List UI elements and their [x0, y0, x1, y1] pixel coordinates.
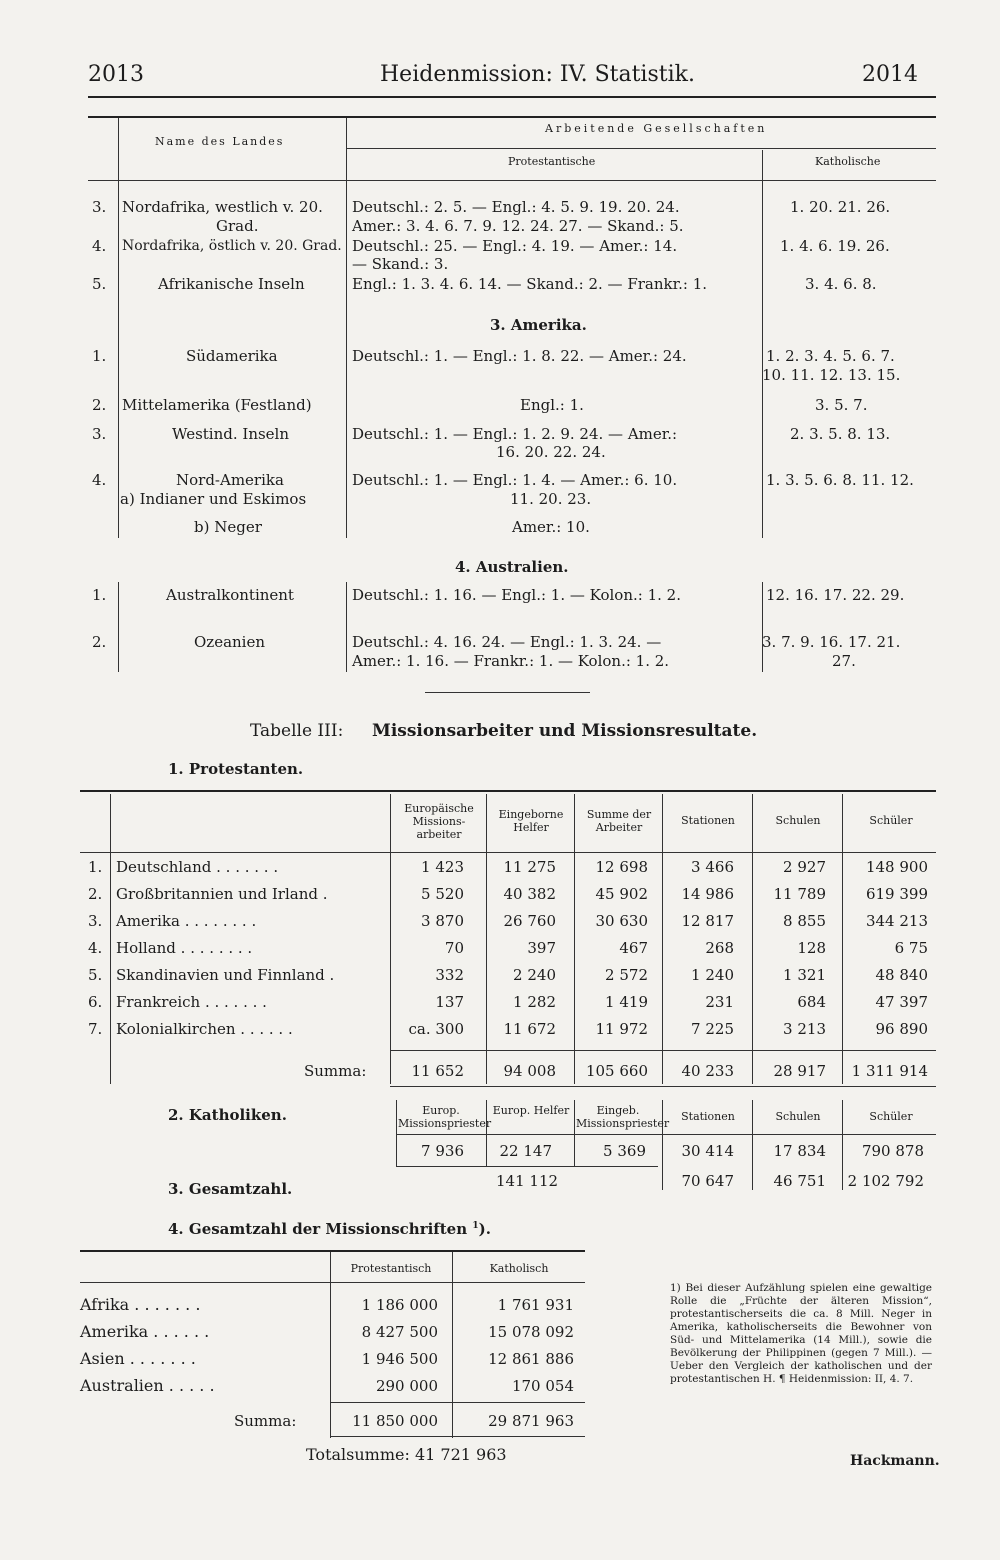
row-prot: Deutschl.: 2. 5. — Engl.: 4. 5. 9. 19. 20. 24. [352, 198, 680, 216]
table3-title-prefix: Tabelle III: [250, 721, 344, 741]
row-prot: Deutschl.: 1. — Engl.: 1. 8. 22. — Amer.: 24. [352, 347, 687, 365]
row-kath: 1. 20. 21. 26. [790, 198, 891, 216]
table4-divider [452, 1252, 453, 1438]
table-cell: 128 [797, 939, 826, 957]
table-row-number: 1. [88, 858, 103, 876]
table1-divider [118, 582, 119, 672]
kath-header-stationen: Stationen [681, 1110, 735, 1123]
table4-bottom-rule [330, 1436, 585, 1437]
table1-divider [118, 118, 119, 538]
table3-title: Missionsarbeiter und Missionsresultate. [372, 721, 758, 741]
col-header-katholische: Katholische [815, 155, 881, 168]
table-cell: 1 423 [421, 858, 464, 876]
col-header-schulen: Schulen [775, 814, 821, 827]
col-header-eingeborne-helfer: Eingeborne Helfer [498, 808, 564, 834]
subheading-gesamtzahl: 3. Gesamtzahl. [168, 1180, 293, 1198]
table-cell: 2 572 [605, 966, 648, 984]
table-row-number: 2. [88, 885, 103, 903]
col-header-arbeitende: Arbeitende Gesellschaften [545, 122, 768, 135]
row-land-cont: a) Indianer und Eskimos [120, 490, 307, 508]
summa-value: 40 233 [681, 1062, 734, 1080]
row-land: Westind. Inseln [172, 425, 290, 443]
row-kath: 3. 4. 6. 8. [805, 275, 877, 293]
row-prot-cont: Amer.: 3. 4. 6. 7. 9. 12. 24. 27. — Skand.: 5. [352, 217, 684, 235]
kath-value: 7 936 [421, 1142, 464, 1160]
table3-divider [752, 794, 753, 1084]
separator-rule [425, 692, 590, 693]
table-row-number: 4. [88, 939, 103, 957]
table3-divider [842, 794, 843, 1084]
table4-row-land: Afrika . . . . . . . [80, 1295, 201, 1314]
table-row-number: 3. [88, 912, 103, 930]
table4-row-kath: 1 761 931 [497, 1296, 574, 1314]
row-prot: Deutschl.: 1. — Engl.: 1. 4. — Amer.: 6. 10. [352, 471, 678, 489]
table4-row-land: Amerika . . . . . . [80, 1322, 210, 1341]
row-kath-cont: 10. 11. 12. 13. 15. [762, 366, 901, 384]
table4-row-land: Australien . . . . . [80, 1376, 215, 1395]
section-australien: 4. Australien. [455, 558, 569, 576]
kath-value: 22 147 [499, 1142, 552, 1160]
kath-header-eingeb-priester: Eingeb. Missionspriester [576, 1104, 670, 1130]
col-header-stationen: Stationen [681, 814, 735, 827]
subheading-protestanten: 1. Protestanten. [168, 760, 304, 778]
table-cell: 397 [527, 939, 556, 957]
summa-value: 1 311 914 [851, 1062, 928, 1080]
row-number: 5. [92, 275, 107, 293]
table-row-land: Deutschland . . . . . . . [116, 858, 279, 876]
row-number: 1. [92, 347, 107, 365]
row-prot-cont: 11. 20. 23. [510, 490, 592, 508]
summa-label: Summa: [304, 1062, 367, 1080]
table-cell: 14 986 [681, 885, 734, 903]
table4-row-prot: 1 946 500 [361, 1350, 438, 1368]
summa-value: 11 652 [411, 1062, 464, 1080]
subheading-katholiken: 2. Katholiken. [168, 1106, 287, 1124]
table4-divider [330, 1252, 331, 1438]
table-cell: 12 698 [595, 858, 648, 876]
row-kath: 1. 3. 5. 6. 8. 11. 12. [766, 471, 914, 489]
table4-col-prot: Protestantisch [350, 1262, 432, 1275]
table-cell: 12 817 [681, 912, 734, 930]
row-prot: Deutschl.: 25. — Engl.: 4. 19. — Amer.: 14. [352, 237, 678, 255]
table1-divider [346, 582, 347, 672]
row-number: 4. [92, 237, 107, 255]
footnote-text: 1) Bei dieser Aufzählung spielen eine gewaltige Rolle die „Früchte der älteren Mission“, protestantischerseits die ca. 8 Mill. Neger in Amerika, katholischerseits die Bewohner von Süd- und Mittelamerika (14 Mill.), sowie die Bevölkerung der Philippinen (gegen 7 Mill.). — Ueber den Vergleich der katholischen und der protestantischen H. ¶ Heidenmission: II, 4. 7. [670, 1282, 932, 1385]
section-amerika: 3. Amerika. [490, 316, 587, 334]
row-kath: 1. 2. 3. 4. 5. 6. 7. [766, 347, 895, 365]
row-number: 2. [92, 633, 107, 651]
col-header-europ-arbeiter: Europäische Missions-arbeiter [404, 802, 474, 841]
table-row-number: 6. [88, 993, 103, 1011]
table4-summa-rule [330, 1402, 585, 1403]
table-cell: 45 902 [595, 885, 648, 903]
footnote-mark: 1 [472, 1221, 479, 1231]
gesamt-value: 46 751 [773, 1172, 826, 1190]
table-cell: 231 [705, 993, 734, 1011]
kath-header-schulen: Schulen [775, 1110, 821, 1123]
table-cell: 2 240 [513, 966, 556, 984]
subheading-missionschriften [168, 1220, 491, 1238]
row-number: 4. [92, 471, 107, 489]
row-kath-cont: 27. [832, 652, 856, 670]
table-cell: 268 [705, 939, 734, 957]
table3-summa-rule [390, 1050, 936, 1051]
kath-divider [396, 1100, 397, 1166]
page-number-left: 2013 [88, 62, 144, 87]
col-header-schueler: Schüler [869, 814, 913, 827]
row-prot-cont: Amer.: 1. 16. — Frankr.: 1. — Kolon.: 1. 2. [352, 652, 670, 670]
row-land: Nordafrika, östlich v. 20. Grad. [122, 238, 342, 254]
table4-summa-prot: 11 850 000 [352, 1412, 438, 1430]
table4-col-kath: Katholisch [489, 1262, 549, 1275]
col-header-land: Name des Landes [155, 135, 285, 148]
row-number: 1. [92, 586, 107, 604]
table-cell: 30 630 [595, 912, 648, 930]
table-cell: 137 [435, 993, 464, 1011]
table3-divider [390, 794, 391, 1084]
row-prot: Deutschl.: 4. 16. 24. — Engl.: 1. 3. 24. — [352, 633, 662, 651]
kath-divider [574, 1100, 575, 1166]
table1-top-rule [88, 116, 936, 118]
table-cell: 1 321 [783, 966, 826, 984]
kath-header-europ-priester: Europ. Missionspriester [398, 1104, 492, 1130]
table-cell: 1 240 [691, 966, 734, 984]
table3-divider [486, 794, 487, 1084]
table-row-land: Großbritannien und Irland . [116, 885, 328, 903]
table-cell: 2 927 [783, 858, 826, 876]
table1-header-rule [346, 148, 936, 149]
table-row-number: 5. [88, 966, 103, 984]
table4-top-rule [80, 1250, 585, 1252]
table3-top-rule [80, 790, 936, 792]
row-number: 2. [92, 396, 107, 414]
row-land: Nord-Amerika [176, 471, 284, 489]
summa-value: 105 660 [585, 1062, 648, 1080]
table-cell: 467 [619, 939, 648, 957]
table-cell: 48 840 [875, 966, 928, 984]
author-signature: Hackmann. [850, 1453, 940, 1469]
table-cell: 684 [797, 993, 826, 1011]
table1-divider [346, 118, 347, 538]
table-cell: 7 225 [691, 1020, 734, 1038]
row-prot: Deutschl.: 1. 16. — Engl.: 1. — Kolon.: 1. 2. [352, 586, 681, 604]
table-row-land: Kolonialkirchen . . . . . . [116, 1020, 293, 1038]
kath-header-schueler: Schüler [869, 1110, 913, 1123]
table-cell: 8 855 [783, 912, 826, 930]
table-cell: 47 397 [875, 993, 928, 1011]
table4-title-end: ). [478, 1220, 491, 1238]
table3-header-rule [80, 852, 936, 853]
row-number: 3. [92, 198, 107, 216]
row-prot: Deutschl.: 1. — Engl.: 1. 2. 9. 24. — Amer.: [352, 425, 678, 443]
table-cell: 1 419 [605, 993, 648, 1011]
row-land: Mittelamerika (Festland) [122, 396, 312, 414]
kath-value: 5 369 [603, 1142, 646, 1160]
gesamt-brace-rule [396, 1166, 658, 1167]
table4-title: 4. Gesamtzahl der Missionschriften [168, 1220, 468, 1238]
table-cell: 6 75 [894, 939, 928, 957]
table-row-number: 7. [88, 1020, 103, 1038]
row-land: b) Neger [194, 518, 262, 536]
row-land: Nordafrika, westlich v. 20. [122, 198, 323, 216]
row-prot: Engl.: 1. [520, 396, 584, 414]
table4-row-kath: 170 054 [511, 1377, 574, 1395]
row-kath: 3. 5. 7. [815, 396, 868, 414]
table4-row-prot: 8 427 500 [361, 1323, 438, 1341]
table-cell: 3 870 [421, 912, 464, 930]
table-cell: 11 789 [773, 885, 826, 903]
row-prot-cont: 16. 20. 22. 24. [496, 443, 606, 461]
page-number-right: 2014 [862, 62, 918, 87]
table-cell: 332 [435, 966, 464, 984]
kath-value: 790 878 [861, 1142, 924, 1160]
table-cell: 5 520 [421, 885, 464, 903]
table-cell: 26 760 [503, 912, 556, 930]
row-land: Afrikanische Inseln [158, 275, 305, 293]
row-prot-cont: — Skand.: 3. [352, 255, 449, 273]
table-cell: ca. 300 [408, 1020, 464, 1038]
table4-row-kath: 15 078 092 [488, 1323, 574, 1341]
row-land-cont: Grad. [216, 217, 259, 235]
summa-value: 28 917 [773, 1062, 826, 1080]
table3-bottom-rule [390, 1086, 936, 1087]
table-row-land: Holland . . . . . . . . [116, 939, 253, 957]
table4-row-land: Asien . . . . . . . [80, 1349, 196, 1368]
table3-divider [574, 794, 575, 1084]
table3-divider [662, 794, 663, 1084]
table-cell: 40 382 [503, 885, 556, 903]
table4-row-prot: 1 186 000 [361, 1296, 438, 1314]
table-cell: 11 275 [503, 858, 556, 876]
table4-row-prot: 290 000 [375, 1377, 438, 1395]
kath-divider [486, 1100, 487, 1166]
table4-row-kath: 12 861 886 [488, 1350, 574, 1368]
row-prot: Engl.: 1. 3. 4. 6. 14. — Skand.: 2. — Frankr.: 1. [352, 275, 708, 293]
table4-header-rule [80, 1282, 585, 1283]
table-row-land: Skandinavien und Finnland . [116, 966, 335, 984]
row-number: 3. [92, 425, 107, 443]
table-cell: 1 282 [513, 993, 556, 1011]
row-kath: 1. 4. 6. 19. 26. [780, 237, 890, 255]
col-header-summe-arbeiter: Summe der Arbeiter [586, 808, 652, 834]
table-cell: 619 399 [865, 885, 928, 903]
row-kath: 12. 16. 17. 22. 29. [766, 586, 905, 604]
table-cell: 70 [444, 939, 464, 957]
gesamt-value: 70 647 [681, 1172, 734, 1190]
table4-summa-kath: 29 871 963 [488, 1412, 574, 1430]
gesamt-value: 2 102 792 [847, 1172, 924, 1190]
col-header-protestantische: Protestantische [508, 155, 596, 168]
table4-totalsumme: Totalsumme: 41 721 963 [306, 1445, 507, 1464]
table-row-land: Amerika . . . . . . . . [116, 912, 257, 930]
table4-summa-label: Summa: [234, 1412, 297, 1430]
table-cell: 148 900 [865, 858, 928, 876]
table-row-land: Frankreich . . . . . . . [116, 993, 267, 1011]
table-cell: 11 672 [503, 1020, 556, 1038]
row-kath: 2. 3. 5. 8. 13. [790, 425, 891, 443]
kath-divider [752, 1100, 753, 1190]
table-cell: 3 213 [783, 1020, 826, 1038]
table3-divider [110, 794, 111, 1084]
table1-divider [762, 582, 763, 672]
header-rule [88, 96, 936, 98]
table-cell: 344 213 [865, 912, 928, 930]
kath-header-rule [396, 1134, 936, 1135]
page-title: Heidenmission: IV. Statistik. [380, 62, 695, 87]
row-prot: Amer.: 10. [512, 518, 590, 536]
row-land: Ozeanien [194, 633, 266, 651]
kath-divider [842, 1100, 843, 1190]
kath-value: 30 414 [681, 1142, 734, 1160]
table1-header-bottom-rule [88, 180, 936, 181]
table-cell: 3 466 [691, 858, 734, 876]
row-land: Australkontinent [166, 586, 294, 604]
gesamt-workers: 141 112 [496, 1172, 559, 1190]
table-cell: 96 890 [875, 1020, 928, 1038]
kath-value: 17 834 [773, 1142, 826, 1160]
kath-header-europ-helfer: Europ. Helfer [492, 1104, 570, 1117]
summa-value: 94 008 [503, 1062, 556, 1080]
row-land: Südamerika [186, 347, 278, 365]
kath-divider [662, 1100, 663, 1190]
row-kath: 3. 7. 9. 16. 17. 21. [762, 633, 901, 651]
table1-divider [762, 150, 763, 538]
table-cell: 11 972 [595, 1020, 648, 1038]
